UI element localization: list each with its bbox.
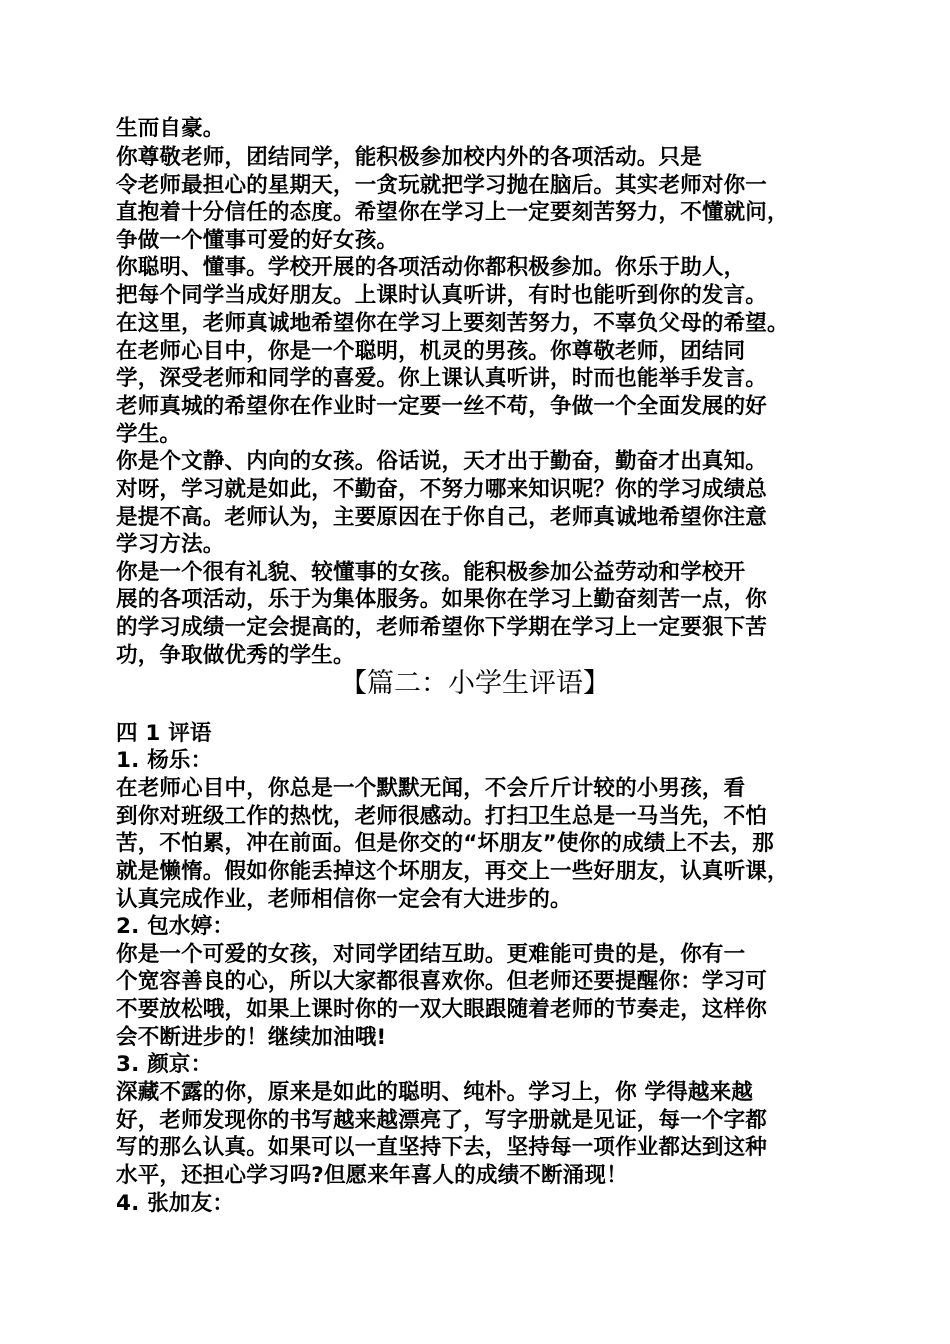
text-line: 你是一个很有礼貌、较懂事的女孩。能积极参加公益劳动和学校开	[116, 560, 746, 585]
text-line: 在老师心目中，你总是一个默默无闻，不会斤斤计较的小男孩，看	[116, 776, 746, 801]
text-line: 对呀，学习就是如此，不勤奋，不努力哪来知识呢？你的学习成绩总	[116, 477, 768, 502]
text-line: 好，老师发现你的书写越来越漂亮了，写字册就是见证，每一个字都	[116, 1108, 768, 1133]
text-line: 生而自豪。	[116, 116, 225, 141]
text-line: 到你对班级工作的热忱，老师很感动。打扫卫生总是一马当先，不怕	[116, 804, 768, 829]
student-name: 4. 张加友：	[116, 1191, 235, 1216]
subheading: 四 1 评语	[116, 721, 212, 746]
text-line: 学，深受老师和同学的喜爱。你上课认真听讲，时而也能举手发言。	[116, 366, 768, 391]
text-line: 苦，不怕累，冲在前面。但是你交的“坏朋友”使你的成绩上不去，那	[116, 831, 774, 856]
text-line: 老师真城的希望你在作业时一定要一丝不苟，争做一个全面发展的好	[116, 394, 768, 419]
text-line: 你是个文静、内向的女孩。俗话说，天才出于勤奋，勤奋才出真知。	[116, 449, 768, 474]
text-line: 的学习成绩一定会提高的，老师希望你下学期在学习上一定要狠下苦	[116, 615, 768, 640]
text-line: 学生。	[116, 422, 182, 447]
text-line: 令老师最担心的星期天，一贪玩就把学习抛在脑后。其实老师对你一	[116, 173, 768, 198]
text-line: 把每个同学当成好朋友。上课时认真听讲，有时也能听到你的发言。	[116, 283, 768, 308]
student-name: 1. 杨乐：	[116, 748, 213, 773]
text-line: 直抱着十分信任的态度。希望你在学习上一定要刻苦努力，不懂就问，	[116, 200, 789, 225]
text-line: 会不断进步的！继续加油哦!	[116, 1025, 387, 1050]
text-line: 深藏不露的你，原来是如此的聪明、纯朴。学习上，你 学得越来越	[116, 1080, 753, 1105]
text-line: 你聪明、懂事。学校开展的各项活动你都积极参加。你乐于助人，	[116, 255, 746, 280]
text-line: 争做一个懂事可爱的好女孩。	[116, 228, 399, 253]
text-line: 在这里，老师真诚地希望你在学习上要刻苦努力，不辜负父母的希望。	[116, 311, 789, 336]
student-name: 3. 颜京：	[116, 1052, 213, 1077]
text-line: 写的那么认真。如果可以一直坚持下去，坚持每一项作业都达到这种	[116, 1135, 768, 1160]
text-line: 水平，还担心学习吗?但愿来年喜人的成绩不断涌现！	[116, 1163, 628, 1188]
text-line: 个宽容善良的心，所以大家都很喜欢你。但老师还要提醒你：学习可	[116, 969, 768, 994]
student-name: 2. 包水婷：	[116, 914, 235, 939]
text-line: 学习方法。	[116, 532, 225, 557]
text-line: 就是懒惰。假如你能丢掉这个坏朋友，再交上一些好朋友，认真听课，	[116, 859, 789, 884]
text-line: 你尊敬老师，团结同学，能积极参加校内外的各项活动。只是	[116, 145, 702, 170]
text-line: 你是一个可爱的女孩，对同学团结互助。更难能可贵的是，你有一	[116, 942, 746, 967]
section-heading: 【篇二：小学生评语】	[340, 668, 610, 699]
text-line: 认真完成作业，老师相信你一定会有大进步的。	[116, 887, 572, 912]
text-line: 在老师心目中，你是一个聪明，机灵的男孩。你尊敬老师，团结同	[116, 339, 746, 364]
text-line: 不要放松哦，如果上课时你的一双大眼跟随着老师的节奏走，这样你	[116, 997, 768, 1022]
text-line: 功，争取做优秀的学生。	[116, 643, 355, 668]
text-line: 展的各项活动，乐于为集体服务。如果你在学习上勤奋刻苦一点，你	[116, 587, 768, 612]
text-line: 是提不高。老师认为，主要原因在于你自己，老师真诚地希望你注意	[116, 505, 768, 530]
